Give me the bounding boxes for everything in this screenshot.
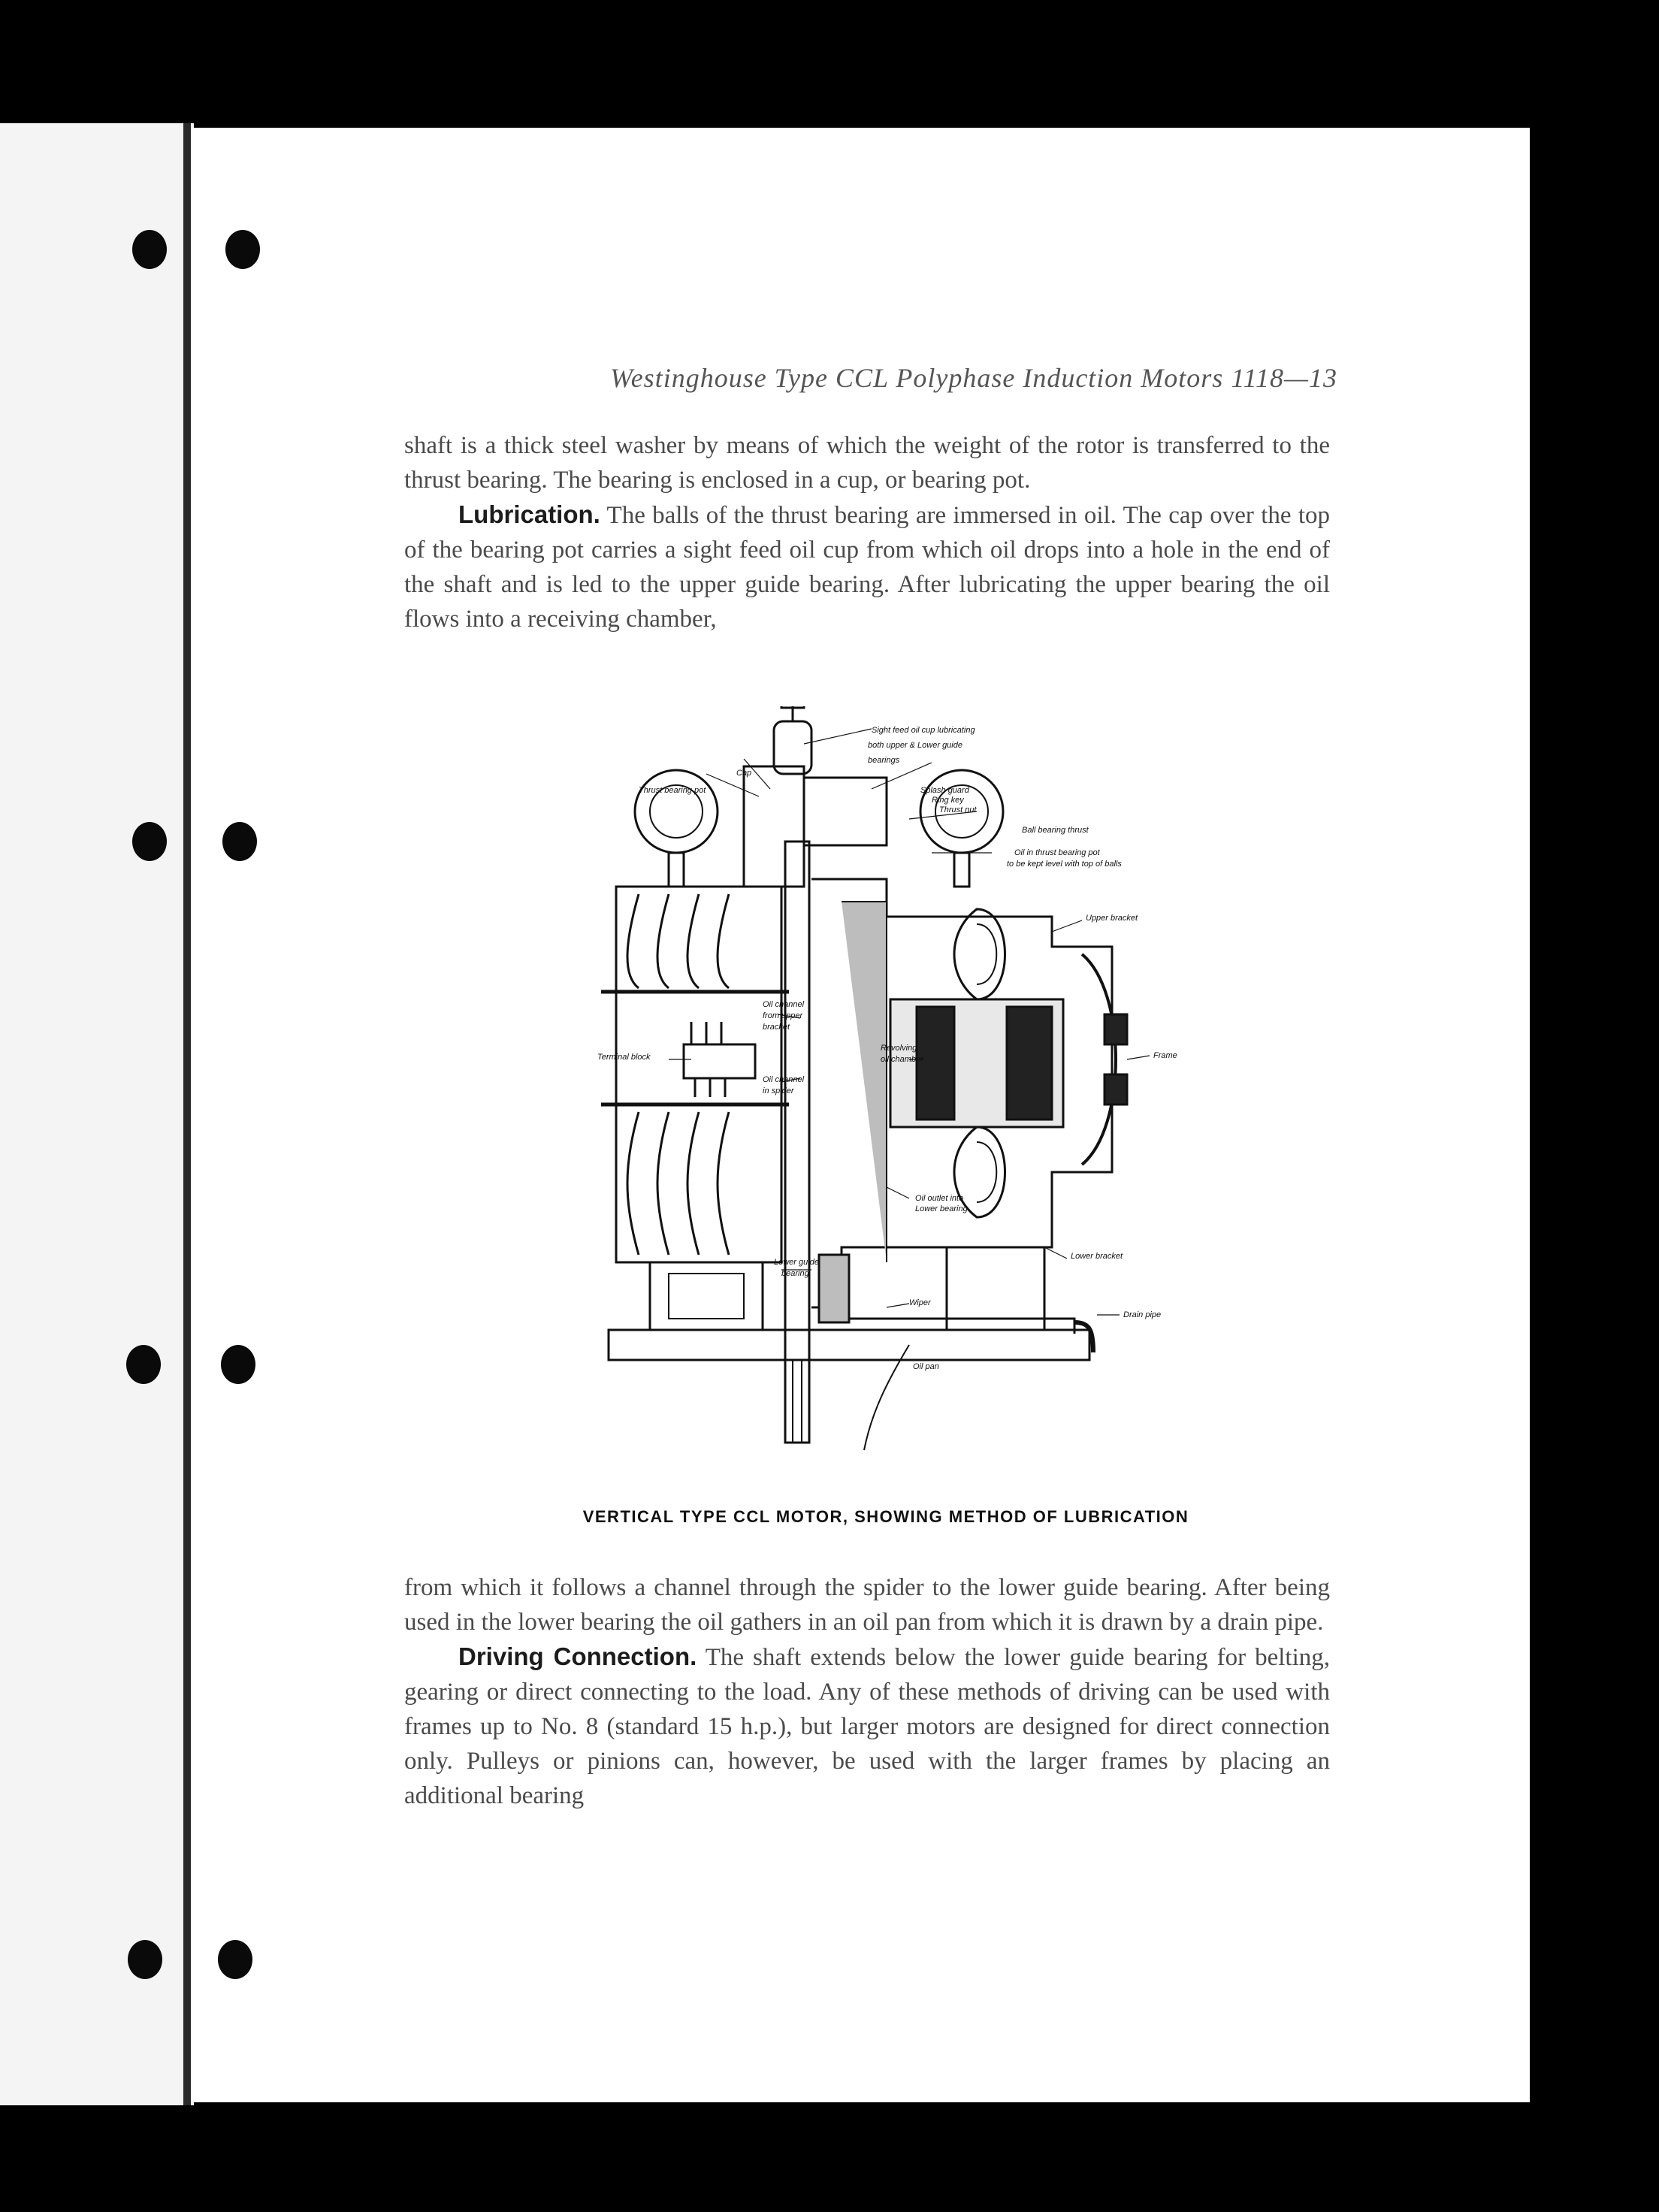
paragraph-3: from which it follows a channel through the spider to the lower guide bearing. After being used in the lower bearing the oil gathers in an oil pan from which it is drawn by a drain pipe. [404,1574,1330,1636]
label-outlet: Oil outlet into [915,1194,964,1203]
label-lower-bracket: Lower bracket [1071,1252,1123,1261]
label-splash: Splash guard [920,786,969,795]
punch-hole [221,1345,255,1384]
label-oil-pot: to be kept level with top of balls [1007,860,1122,869]
back-page [0,123,194,2105]
punch-hole [218,1940,252,1979]
paragraph-driving [404,1639,1330,1813]
label-spider: Oil channel [763,1075,805,1084]
paragraph-lubrication [404,497,1330,636]
punch-hole [222,822,257,861]
label-frame: Frame [1153,1051,1177,1060]
coil-lower [954,1127,1005,1217]
page-edge [183,123,191,2105]
label-splash: Ring key [932,796,964,805]
driving-body: The shaft extends below the lower guide bearing for belting, gearing or direct connecting to the load. Any of these methods of driving can be used with frames up to No. 8 (standard 15 h.p.), but larger motors are designed for direct connection only. Pulleys or pinions can, however, be used with the larger frames by placing an additional bearing [404,1644,1330,1809]
label-oil-pan: Oil pan [913,1362,939,1371]
text-block-top [404,428,1330,636]
label-sight-feed: Sight feed oil cup lubricating [872,726,975,735]
heading-driving-connection: Driving Connection. [458,1642,697,1670]
punch-hole [126,1345,161,1384]
label-spider: in spider [763,1086,794,1095]
running-header: Westinghouse Type CCL Polyphase Induction Motors 1118—13 [610,363,1337,393]
label-cap: Cap [736,769,752,778]
label-sight-feed: both upper & Lower guide [868,741,962,750]
paragraph-1: shaft is a thick steel washer by means of which the weight of the rotor is transferred to the thrust bearing. The bearing is enclosed in a cup, or bearing pot. [404,432,1330,494]
punch-hole [128,1940,162,1979]
label-oil-pot: Oil in thrust bearing pot [1014,848,1100,857]
motor-foot-left [650,1262,763,1330]
label-terminal-block: Terminal block [597,1053,651,1062]
coil-upper [954,909,1005,999]
label-oil-channel: from upper [763,1011,803,1020]
text-block-bottom [404,1570,1330,1813]
label-oil-channel: bracket [763,1023,790,1032]
label-sight-feed: bearings [868,756,900,765]
heading-lubrication: Lubrication. [458,500,600,528]
figure-caption: VERTICAL TYPE CCL MOTOR, SHOWING METHOD OF LUBRICATION [582,1507,1189,1526]
punch-hole [132,822,167,861]
label-upper-bracket: Upper bracket [1086,914,1138,923]
label-drain: Drain pipe [1123,1310,1162,1319]
label-revolving: Revolving [881,1044,917,1053]
shaft [785,842,809,1443]
label-wiper: Wiper [909,1298,931,1307]
terminal-block [684,1044,755,1078]
label-outlet: Lower bearing [915,1204,968,1213]
punch-hole [132,230,167,269]
punch-hole [225,230,260,269]
label-lower-guide: bearing [781,1269,809,1278]
motor-base [609,1330,1089,1360]
label-thrust-pot: Thrust bearing pot [639,786,706,795]
label-oil-channel: Oil channel [763,1000,805,1009]
label-lower-guide: Lower guide [774,1258,819,1267]
motor-diagram [556,706,1232,1495]
lubrication-body: The balls of the thrust bearing are immersed in oil. The cap over the top of the bearing pot carries a sight feed oil cup from which oil drops into a hole in the end of the shaft and is led to the upper guide bearing. After lubricating the upper bearing the oil flows into a receiving chamber, [404,502,1330,633]
stator-left [616,887,781,1262]
label-splash: Thrust nut [939,805,977,814]
label-ball-thrust: Ball bearing thrust [1022,826,1089,835]
label-revolving: oil chamber [881,1055,923,1064]
eye-bolt-left [635,770,718,853]
thrust-bearing-pot [744,766,804,887]
